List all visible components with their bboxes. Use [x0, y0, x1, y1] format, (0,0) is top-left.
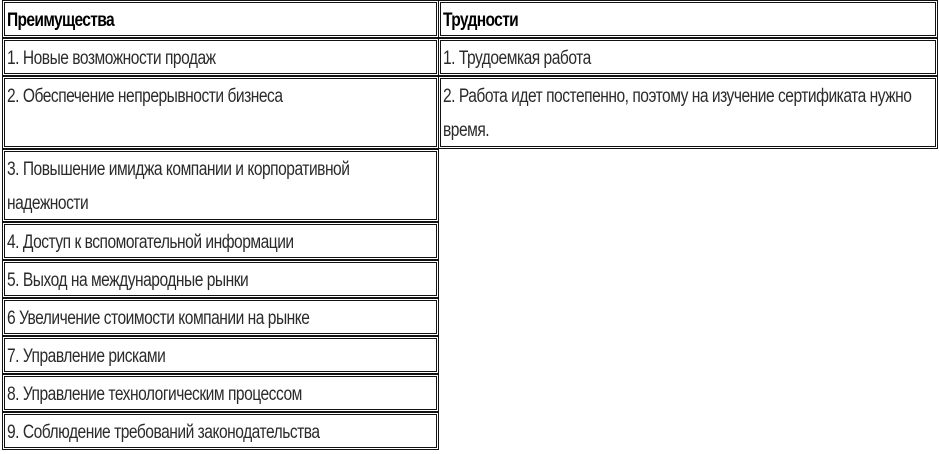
difficulty-text: 2. Работа идет постепенно, поэтому на изучение сертификата нужно время.	[443, 86, 912, 141]
advantage-cell	[4, 376, 437, 410]
advantage-cell	[4, 414, 437, 448]
advantage-cell	[4, 224, 437, 258]
difficulty-cell	[440, 78, 936, 147]
advantage-text: 2. Обеспечение непрерывности бизнеса	[7, 86, 283, 107]
advantage-text: 1. Новые возможности продаж	[7, 48, 216, 69]
advantage-text: 4. Доступ к вспомогательной информации	[7, 232, 294, 253]
advantage-text: 3. Повышение имиджа компании и корпоративной надежности	[7, 159, 350, 214]
header-difficulties-label: Трудности	[443, 10, 519, 31]
difficulty-text: 1. Трудоемкая работа	[443, 48, 591, 69]
advantage-text: 9. Соблюдение требований законодательства	[7, 422, 320, 443]
advantage-cell	[4, 40, 437, 74]
advantage-cell	[4, 338, 437, 372]
difficulty-cell	[440, 40, 936, 74]
advantage-cell	[4, 300, 437, 334]
advantage-cell	[4, 262, 437, 296]
advantage-text: 7. Управление рисками	[7, 346, 166, 367]
header-advantages-label: Преимущества	[7, 10, 115, 31]
header-advantages	[4, 2, 437, 36]
advantage-text: 8. Управление технологическим процессом	[7, 384, 302, 405]
header-difficulties	[440, 2, 936, 36]
advantage-text: 5. Выход на международные рынки	[7, 270, 249, 291]
advantage-cell	[4, 78, 437, 147]
advantage-cell	[4, 151, 437, 220]
advantage-text: 6 Увеличение стоимости компании на рынке	[7, 308, 310, 329]
